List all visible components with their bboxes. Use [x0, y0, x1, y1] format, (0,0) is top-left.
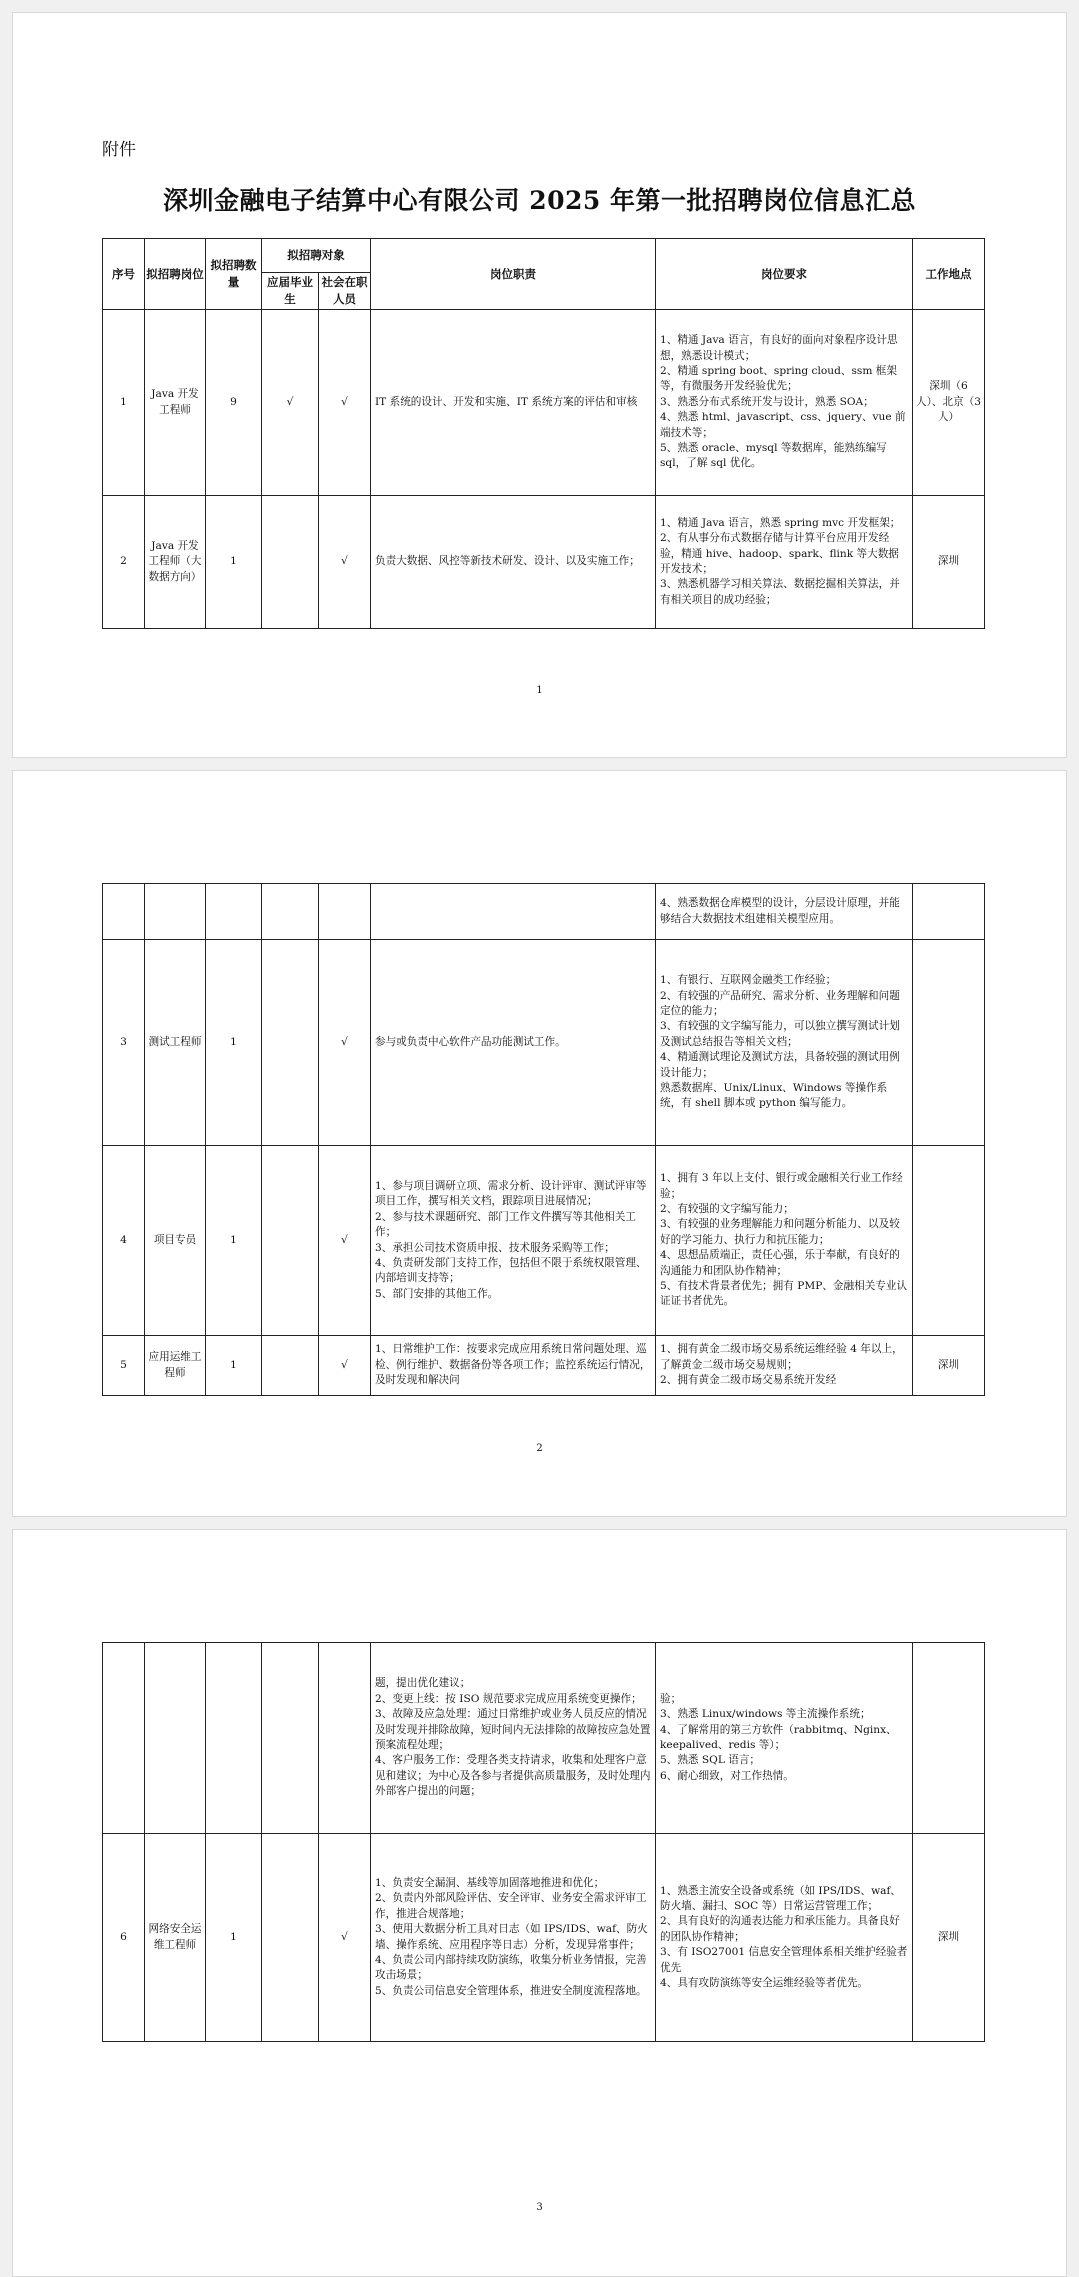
cell-grad	[262, 1643, 319, 1834]
table-row	[103, 1336, 985, 1396]
cell-seq: 3	[103, 940, 145, 1146]
cell-location: 深圳（6 人）、北京（3 人）	[913, 310, 985, 496]
cell-social: √	[319, 1146, 371, 1336]
table-row	[103, 1834, 985, 2042]
cell-requirements: 验； 3、熟悉 Linux/windows 等主流操作系统； 4、了解常用的第三方软件（rabbitmq、Nginx、keepalived、redis 等）； 5、熟悉 SQL 语言； 6、耐心细致，对工作热情。	[656, 1643, 913, 1834]
cell-duties	[371, 884, 656, 940]
header-location: 工作地点	[913, 239, 985, 310]
cell-position	[145, 1643, 206, 1834]
cell-location	[913, 1146, 985, 1336]
cell-seq: 4	[103, 1146, 145, 1336]
cell-grad	[262, 940, 319, 1146]
header-requirements: 岗位要求	[656, 239, 913, 310]
cell-requirements: 1、熟悉主流安全设备或系统（如 IPS/IDS、waf、防火墙、漏扫、SOC 等）日常运营管理工作； 2、具有良好的沟通表达能力和承压能力。具备良好的团队协作精神； 3、有 ISO27001 信息安全管理体系相关维护经验者优先 4、具有攻防演练等安全运维经验等者优先。	[656, 1834, 913, 2042]
document-page-2	[12, 770, 1067, 1517]
cell-count	[206, 884, 262, 940]
cell-duties: 参与或负责中心软件产品功能测试工作。	[371, 940, 656, 1146]
cell-count: 1	[206, 1146, 262, 1336]
cell-requirements: 1、精通 Java 语言，熟悉 spring mvc 开发框架； 2、有从事分布式数据存储与计算平台应用开发经验，精通 hive、hadoop、spark、flink 等大数据开发技术； 3、熟悉机器学习相关算法、数据挖掘相关算法，并有相关项目的成功经验；	[656, 496, 913, 629]
cell-requirements: 4、熟悉数据仓库模型的设计，分层设计原理，并能够结合大数据技术组建相关模型应用。	[656, 884, 913, 940]
cell-social: √	[319, 1834, 371, 2042]
cell-seq	[103, 884, 145, 940]
table-row	[103, 496, 985, 629]
header-count: 拟招聘数量	[206, 239, 262, 310]
cell-location	[913, 940, 985, 1146]
header-duties: 岗位职责	[371, 239, 656, 310]
cell-seq: 1	[103, 310, 145, 496]
table-row	[103, 1146, 985, 1336]
cell-count	[206, 1643, 262, 1834]
header-target: 拟招聘对象	[262, 239, 371, 273]
cell-grad	[262, 1336, 319, 1396]
cell-position: Java 开发工程师（大数据方向）	[145, 496, 206, 629]
cell-duties: 1、负责安全漏洞、基线等加固落地推进和优化； 2、负责内外部风险评估、安全评审、业务安全需求评审工作，推进合规落地； 3、使用大数据分析工具对日志（如 IPS/IDS、waf、防火墙、操作系统、应用程序等日志）分析，发现异常事件； 4、负责公司内部持续攻防演练，收集分析业务情报，完善攻击场景； 5、负责公司信息安全管理体系，推进安全制度流程落地。	[371, 1834, 656, 2042]
cell-seq	[103, 1643, 145, 1834]
cell-location: 深圳	[913, 1336, 985, 1396]
cell-location: 深圳	[913, 1834, 985, 2042]
cell-requirements: 1、精通 Java 语言，有良好的面向对象程序设计思想，熟悉设计模式； 2、精通 spring boot、spring cloud、ssm 框架等，有微服务开发经验优先； 3、熟悉分布式系统开发与设计，熟悉 SOA； 4、熟悉 html、javascript、css、jquery、vue 前端技术等； 5、熟悉 oracle、mysql 等数据库，能熟练编写 sql，了解 sql 优化。	[656, 310, 913, 496]
cell-grad	[262, 884, 319, 940]
cell-duties: 题，提出优化建议； 2、变更上线：按 ISO 规范要求完成应用系统变更操作；3、故障及应急处理：通过日常维护或业务人员反应的情况及时发现并排除故障，短时间内无法排除的故障按应急处置预案流程处理； 4、客户服务工作：受理各类支持请求，收集和处理客户意见和建议；为中心及各参与者提供高质量服务，及时处理内外部客户提出的问题；	[371, 1643, 656, 1834]
cell-requirements: 1、拥有黄金二级市场交易系统运维经验 4 年以上，了解黄金二级市场交易规则； 2、拥有黄金二级市场交易系统开发经	[656, 1336, 913, 1396]
cell-grad	[262, 496, 319, 629]
cell-count: 1	[206, 1834, 262, 2042]
recruitment-table-page-1	[102, 238, 985, 629]
cell-seq: 5	[103, 1336, 145, 1396]
cell-social	[319, 1643, 371, 1834]
document-page-1	[12, 12, 1067, 758]
header-seq: 序号	[103, 239, 145, 310]
cell-position: 项目专员	[145, 1146, 206, 1336]
table-header-row	[103, 239, 985, 273]
cell-location: 深圳	[913, 496, 985, 629]
cell-location	[913, 1643, 985, 1834]
table-row	[103, 1643, 985, 1834]
cell-duties: 1、日常维护工作：按要求完成应用系统日常问题处理、巡检、例行维护、数据备份等各项工作；监控系统运行情况，及时发现和解决问	[371, 1336, 656, 1396]
cell-count: 1	[206, 1336, 262, 1396]
page-number: 3	[536, 2202, 543, 2213]
cell-count: 1	[206, 496, 262, 629]
table-row	[103, 310, 985, 496]
cell-social: √	[319, 496, 371, 629]
document-page-3	[12, 1529, 1067, 2277]
page-number: 1	[536, 685, 543, 696]
cell-count: 9	[206, 310, 262, 496]
cell-duties: 1、参与项目调研立项、需求分析、设计评审、测试评审等项目工作，撰写相关文档，跟踪项目进展情况； 2、参与技术课题研究、部门工作文件撰写等其他相关工作； 3、承担公司技术资质申报、技术服务采购等工作； 4、负责研发部门支持工作，包括但不限于系统权限管理、内部培训支持等； 5、部门安排的其他工作。	[371, 1146, 656, 1336]
header-target-grad: 应届毕业生	[262, 273, 319, 310]
cell-grad	[262, 1834, 319, 2042]
cell-social	[319, 884, 371, 940]
cell-social: √	[319, 310, 371, 496]
cell-grad: √	[262, 310, 319, 496]
table-row	[103, 884, 985, 940]
cell-requirements: 1、有银行、互联网金融类工作经验； 2、有较强的产品研究、需求分析、业务理解和问题定位的能力； 3、有较强的文字编写能力，可以独立撰写测试计划及测试总结报告等相关文档； 4、精通测试理论及测试方法，具备较强的测试用例设计能力； 熟悉数据库、Unix/Linux、Windows 等操作系统，有 shell 脚本或 python 编写能力。	[656, 940, 913, 1146]
cell-social: √	[319, 1336, 371, 1396]
cell-position: 应用运维工程师	[145, 1336, 206, 1396]
cell-duties: IT 系统的设计、开发和实施、IT 系统方案的评估和审核	[371, 310, 656, 496]
table-row	[103, 940, 985, 1146]
header-position: 拟招聘岗位	[145, 239, 206, 310]
cell-requirements: 1、拥有 3 年以上支付、银行或金融相关行业工作经验； 2、有较强的文字编写能力； 3、有较强的业务理解能力和问题分析能力、以及较好的学习能力、执行力和抗压能力； 4、思想品质端正，责任心强，乐于奉献，有良好的沟通能力和团队协作精神； 5、有技术背景者优先；拥有 PMP、金融相关专业认证证书者优先。	[656, 1146, 913, 1336]
page-number: 2	[536, 1443, 543, 1454]
attachment-label: 附件	[102, 140, 136, 160]
cell-grad	[262, 1146, 319, 1336]
cell-social: √	[319, 940, 371, 1146]
header-target-social: 社会在职人员	[319, 273, 371, 310]
cell-duties: 负责大数据、风控等新技术研发、设计、以及实施工作；	[371, 496, 656, 629]
cell-location	[913, 884, 985, 940]
recruitment-table-page-2	[102, 883, 985, 1396]
cell-position: 网络安全运维工程师	[145, 1834, 206, 2042]
cell-count: 1	[206, 940, 262, 1146]
cell-position: 测试工程师	[145, 940, 206, 1146]
document-title: 深圳金融电子结算中心有限公司 2025 年第一批招聘岗位信息汇总	[163, 186, 916, 215]
recruitment-table-page-3	[102, 1642, 985, 2042]
cell-seq: 2	[103, 496, 145, 629]
cell-position	[145, 884, 206, 940]
cell-position: Java 开发工程师	[145, 310, 206, 496]
cell-seq: 6	[103, 1834, 145, 2042]
